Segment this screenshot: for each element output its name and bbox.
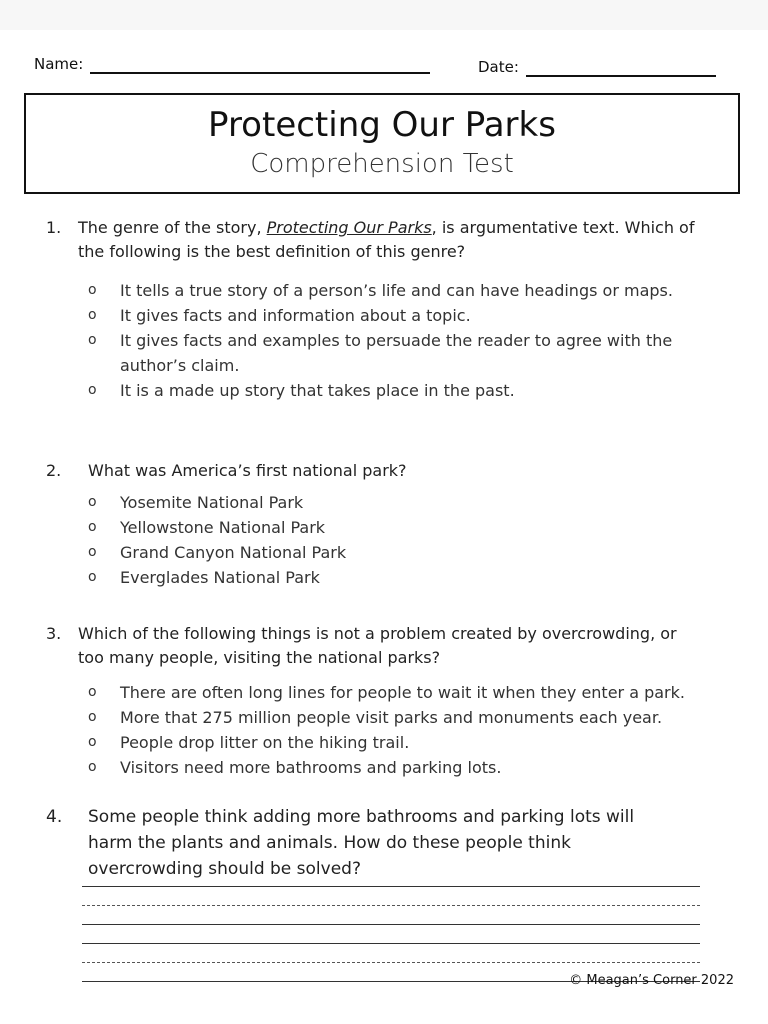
question-number: 1. — [46, 218, 62, 237]
question-1-options — [88, 278, 730, 403]
circle-bullet-icon: o — [88, 544, 97, 560]
circle-bullet-icon: o — [88, 519, 97, 535]
answer-line-dashed — [82, 905, 700, 906]
answer-line-dashed — [82, 962, 700, 963]
page-title: Protecting Our Parks — [208, 105, 556, 145]
answer-option[interactable]: o More that 275 million people visit parks and monuments each year. — [88, 705, 730, 730]
answer-option[interactable]: o Grand Canyon National Park — [88, 540, 730, 565]
answer-option[interactable]: o It gives facts and examples to persuade the reader to agree with the author’s claim. — [88, 328, 730, 378]
answer-option[interactable]: o It is a made up story that takes place in the past. — [88, 378, 730, 403]
answer-option[interactable]: o People drop litter on the hiking trail. — [88, 730, 730, 755]
date-field-line[interactable] — [526, 75, 716, 77]
story-title: Protecting Our Parks — [266, 218, 432, 237]
answer-line-solid — [82, 924, 700, 925]
name-field-line[interactable] — [90, 72, 430, 74]
circle-bullet-icon: o — [88, 709, 97, 725]
answer-option[interactable]: o Yosemite National Park — [88, 490, 730, 515]
circle-bullet-icon: o — [88, 734, 97, 750]
question-text: The genre of the story, Protecting Our Parks, is argumentative text. Which of the following is the best definition of this genre? — [78, 218, 695, 261]
question-3-options — [88, 680, 760, 780]
circle-bullet-icon: o — [88, 307, 97, 323]
circle-bullet-icon: o — [88, 382, 97, 398]
answer-line-solid — [82, 886, 700, 887]
page-top-margin — [0, 0, 768, 30]
circle-bullet-icon: o — [88, 684, 97, 700]
answer-option[interactable]: o Yellowstone National Park — [88, 515, 730, 540]
circle-bullet-icon: o — [88, 759, 97, 775]
circle-bullet-icon: o — [88, 282, 97, 298]
question-number: 4. — [46, 807, 63, 827]
answer-lines[interactable] — [82, 886, 700, 982]
answer-option[interactable]: o It tells a true story of a person’s life and can have headings or maps. — [88, 278, 730, 303]
title-box — [24, 93, 740, 194]
question-number: 3. — [46, 624, 62, 643]
question-2-options — [88, 490, 730, 590]
answer-line-solid — [82, 943, 700, 944]
page-subtitle: Comprehension Test — [250, 149, 514, 179]
question-text: What was America’s first national park? — [88, 461, 407, 480]
circle-bullet-icon: o — [88, 332, 97, 348]
answer-option[interactable]: o Everglades National Park — [88, 565, 730, 590]
answer-option[interactable]: o It gives facts and information about a topic. — [88, 303, 730, 328]
answer-option[interactable]: o Visitors need more bathrooms and parking lots. — [88, 755, 730, 780]
question-number: 2. — [46, 461, 62, 480]
copyright-footer: © Meagan’s Corner 2022 — [569, 973, 734, 988]
question-text: Some people think adding more bathrooms and parking lots will harm the plants and animals. How do these people think overcrowding should be solved? — [88, 807, 635, 879]
answer-option[interactable]: o There are often long lines for people to wait it when they enter a park. — [88, 680, 760, 705]
circle-bullet-icon: o — [88, 494, 97, 510]
circle-bullet-icon: o — [88, 569, 97, 585]
date-label: Date: — [478, 58, 519, 76]
question-text: Which of the following things is not a problem created by overcrowding, or too many people, visiting the national parks? — [78, 624, 677, 667]
name-label: Name: — [34, 55, 84, 73]
